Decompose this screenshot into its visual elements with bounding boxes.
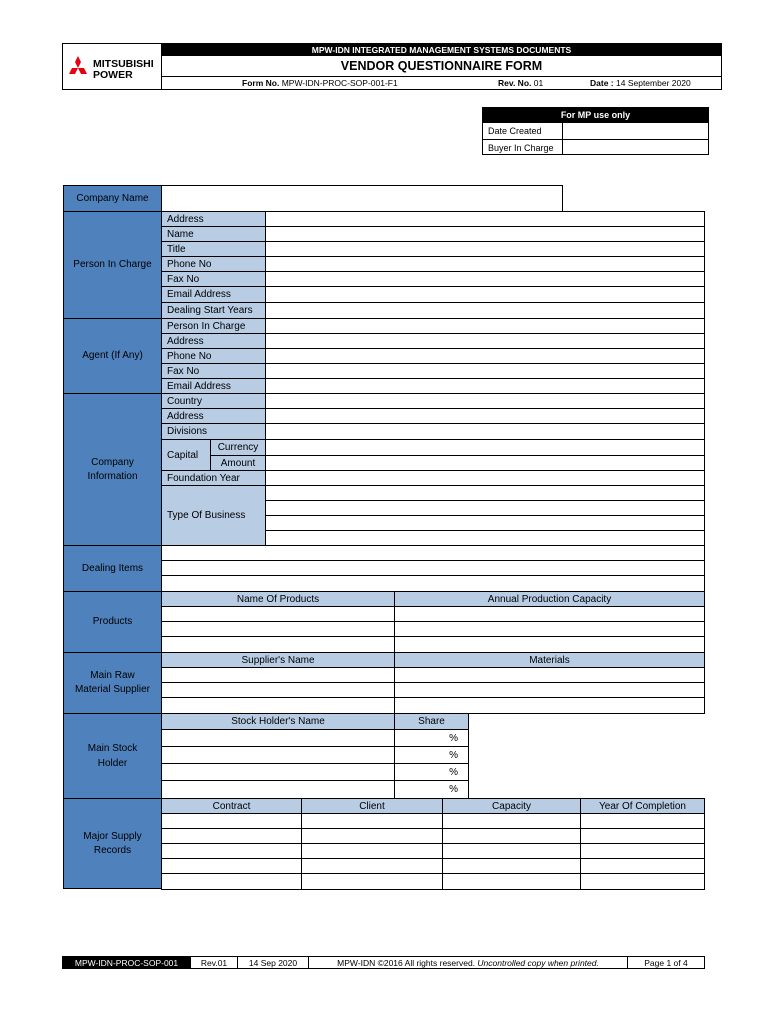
mp-use-title: For MP use only [483,108,708,122]
stock-col-name: Stock Holder's Name [161,713,395,730]
stock-col-share: Share [394,713,469,730]
stock-share-cell[interactable] [394,729,469,747]
supply-record-cell[interactable] [161,843,302,859]
pic-address-field[interactable] [265,211,705,227]
pic-email-label: Email Address [161,286,266,303]
supply-record-cell[interactable] [442,858,581,874]
raw-col-materials: Materials [394,652,705,668]
pic-name-label: Name [161,226,266,242]
company-name-field[interactable] [161,185,563,212]
mp-buyer-field[interactable] [563,140,708,155]
products-capacity-cell[interactable] [394,636,705,653]
footer-date: 14 Sep 2020 [248,957,298,968]
date-value: 14 September 2020 [616,78,691,88]
ci-amount-label: Amount [210,455,266,471]
form-title: VENDOR QUESTIONNAIRE FORM [340,59,543,73]
supply-col-capacity: Capacity [442,798,581,814]
rev-label: Rev. No. [498,78,532,88]
products-name-cell[interactable] [161,606,395,622]
supply-record-cell[interactable] [442,813,581,829]
ci-currency-field[interactable] [265,439,705,456]
section-main-stock-holder: Main Stock Holder [63,713,162,799]
logo-text-bottom: POWER [93,69,133,81]
pic-title-field[interactable] [265,241,705,257]
raw-col-supplier: Supplier's Name [161,652,395,668]
mitsubishi-diamonds-icon [67,56,89,78]
ci-business-line-4[interactable] [265,530,705,546]
agent-address-field[interactable] [265,333,705,349]
raw-material-cell[interactable] [394,682,705,698]
agent-pic-label: Person In Charge [161,318,266,334]
ci-business-line-3[interactable] [265,515,705,531]
supply-record-cell[interactable] [580,873,705,890]
supply-record-cell[interactable] [161,828,302,844]
form-meta-row [162,77,721,89]
dealing-item-line-1[interactable] [161,545,705,561]
section-agent: Agent (If Any) [63,318,162,394]
products-capacity-cell[interactable] [394,621,705,637]
agent-fax-label: Fax No [161,363,266,379]
footer-uncontrolled: Uncontrolled copy when printed. [477,957,599,968]
form-no-label: Form No. [242,78,280,88]
ci-country-label: Country [161,393,266,409]
supply-record-cell[interactable] [161,813,302,829]
supply-record-cell[interactable] [301,858,443,874]
doc-series-bar [162,44,721,56]
agent-email-label: Email Address [161,378,266,394]
supply-record-cell[interactable] [301,873,443,890]
supply-record-cell[interactable] [442,873,581,890]
ci-amount-field[interactable] [265,455,705,471]
ci-capital-label: Capital [161,439,211,471]
footer-copyright: MPW-IDN ©2016 All rights reserved. [337,957,476,968]
pic-fax-label: Fax No [161,271,266,287]
stock-share-cell[interactable] [394,763,469,781]
supply-record-cell[interactable] [301,843,443,859]
pic-dealing-start-field[interactable] [265,302,705,319]
section-company-information: Company Information [63,393,162,546]
products-name-cell[interactable] [161,621,395,637]
pic-title-label: Title [161,241,266,257]
products-capacity-cell[interactable] [394,606,705,622]
products-col-capacity: Annual Production Capacity [394,591,705,607]
date-label: Date : [590,78,614,88]
supply-record-cell[interactable] [301,828,443,844]
ci-business-line-2[interactable] [265,500,705,516]
supply-record-cell[interactable] [442,828,581,844]
agent-fax-field[interactable] [265,363,705,379]
products-col-name: Name Of Products [161,591,395,607]
percent-sign: % [449,733,458,744]
ci-country-field[interactable] [265,393,705,409]
stock-name-cell[interactable] [161,729,395,747]
supply-col-contract: Contract [161,798,302,814]
pic-email-field[interactable] [265,286,705,303]
supply-record-cell[interactable] [580,858,705,874]
pic-fax-field[interactable] [265,271,705,287]
ci-foundation-year-field[interactable] [265,470,705,486]
section-company-name: Company Name [63,185,162,212]
raw-supplier-cell[interactable] [161,697,395,714]
section-person-in-charge: Person In Charge [63,211,162,319]
percent-sign: % [449,750,458,761]
agent-phone-field[interactable] [265,348,705,364]
doc-series-text: MPW-IDN INTEGRATED MANAGEMENT SYSTEMS DOCUMENTS [311,45,572,55]
section-dealing-items: Dealing Items [63,545,162,592]
ci-address-label: Address [161,408,266,424]
pic-name-field[interactable] [265,226,705,242]
supply-record-cell[interactable] [442,843,581,859]
raw-material-cell[interactable] [394,667,705,683]
section-products: Products [63,591,162,653]
raw-supplier-cell[interactable] [161,667,395,683]
agent-phone-label: Phone No [161,348,266,364]
stock-name-cell[interactable] [161,763,395,781]
section-major-supply-records: Major Supply Records [63,798,162,889]
supply-record-cell[interactable] [580,843,705,859]
logo-text-top: MITSUBISHI [93,58,154,70]
agent-address-label: Address [161,333,266,349]
supply-col-year: Year Of Completion [580,798,705,814]
supply-record-cell[interactable] [580,828,705,844]
supply-record-cell[interactable] [580,813,705,829]
footer-doc-code: MPW-IDN-PROC-SOP-001 [63,957,190,968]
ci-type-of-business-label: Type Of Business [161,485,266,546]
agent-email-field[interactable] [265,378,705,394]
stock-name-cell[interactable] [161,746,395,764]
mp-date-created-label: Date Created [488,126,542,136]
agent-pic-field[interactable] [265,318,705,334]
mp-date-created-field[interactable] [563,123,708,139]
ci-business-line-1[interactable] [265,485,705,501]
footer-page: Page 1 of 4 [644,957,688,968]
dealing-item-line-3[interactable] [161,575,705,592]
section-main-raw-material: Main Raw Material Supplier [63,652,162,714]
ci-divisions-label: Divisions [161,423,266,440]
form-no-value: MPW-IDN-PROC-SOP-001-F1 [281,78,398,88]
products-name-cell[interactable] [161,636,395,653]
ci-address-field[interactable] [265,408,705,424]
rev-value: 01 [533,78,544,88]
ci-currency-label: Currency [210,439,266,456]
supply-record-cell[interactable] [161,873,302,890]
percent-sign: % [449,767,458,778]
footer-copyright-cell [309,957,627,968]
pic-phone-label: Phone No [161,256,266,272]
pic-phone-field[interactable] [265,256,705,272]
footer-rev: Rev.01 [200,957,228,968]
raw-material-cell[interactable] [394,697,705,714]
pic-address-label: Address [161,211,266,227]
percent-sign: % [449,784,458,795]
mp-buyer-label: Buyer In Charge [488,142,554,153]
supply-record-cell[interactable] [301,813,443,829]
ci-foundation-year-label: Foundation Year [161,470,266,486]
supply-record-cell[interactable] [161,858,302,874]
dealing-item-line-2[interactable] [161,560,705,576]
pic-dealing-start-label: Dealing Start Years [161,302,266,319]
company-logo [64,45,160,88]
supply-col-client: Client [301,798,443,814]
stock-share-cell[interactable] [394,780,469,799]
form-title-row [162,56,721,76]
stock-share-cell[interactable] [394,746,469,764]
ci-divisions-field[interactable] [265,423,705,440]
stock-name-cell[interactable] [161,780,395,799]
raw-supplier-cell[interactable] [161,682,395,698]
